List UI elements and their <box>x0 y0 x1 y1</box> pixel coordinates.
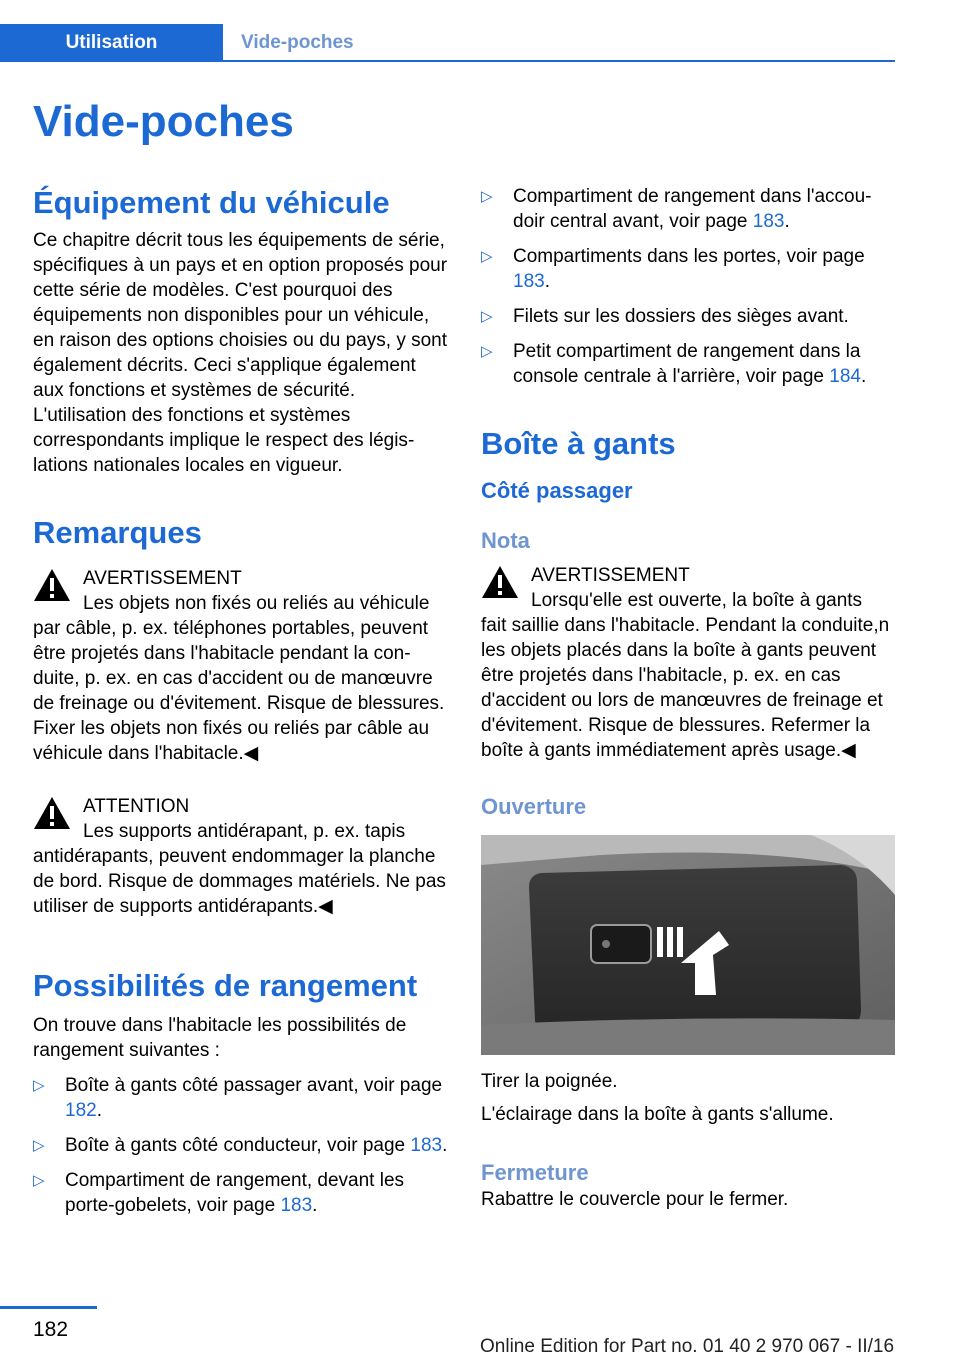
glovebox-photo <box>481 835 895 1055</box>
bullet-triangle-icon: ▷ <box>481 248 493 265</box>
equipement-text: Ce chapitre décrit tous les équipements de série, spécifiques à un pays et en option proposés pour cette série de modèles. C'est pourquoi des équipements non disponibles pour un véhicule, en raison des options choisies ou du pays, y sont également décrits. Ceci s'applique également aux fonctions et systèmes de sécurité. L'utilisation des fonctions et systèmes correspondants implique le respect des législations nationales locales en vigueur. <box>33 230 448 476</box>
fermeture-text: Rabattre le couvercle pour le fermer. <box>481 1189 789 1210</box>
bullet-triangle-icon: ▷ <box>481 343 493 360</box>
footer-edition: Online Edition for Part no. 01 40 2 970 067 - II/16 <box>480 1336 895 1357</box>
warning-first-line: Lorsqu'elle est ouverte, la boîte à gants <box>531 590 863 611</box>
ouverture-step2: L'éclairage dans la boîte à gants s'allume. <box>481 1104 834 1125</box>
warning-title: AVERTISSEMENT <box>83 568 242 589</box>
warning-block-3 <box>481 563 895 763</box>
list-item: ▷ Compartiment de rangement dans l'accoudoir central avant, voir page 183. <box>481 186 872 232</box>
footer-line <box>0 1306 97 1309</box>
heading-ouverture: Ouverture <box>481 794 587 819</box>
header-line <box>0 60 895 62</box>
attention-first-line: Les supports antidérapant, p. ex. tapis <box>83 821 406 842</box>
left-column <box>33 184 449 1228</box>
heading-remarques: Remarques <box>33 515 202 550</box>
warning-block-1 <box>33 566 449 766</box>
ouverture-step1: Tirer la poignée. <box>481 1071 618 1092</box>
heading-cote-passager: Côté passager <box>481 478 633 503</box>
right-column <box>481 184 895 1212</box>
warning-icon <box>481 565 519 599</box>
warning-text: fait saillie dans l'habitacle. Pendant la conduite,n les objets placés dans la boîte à gants peuvent être projetés dans l'habitacle, p. ex. en cas d'accident ou lors de manœuvres de freinage et d'évitement. Risque de blessures. Refermer la boîte à gants immédiatement après usage.◀ <box>481 615 890 761</box>
list-item: ▷ Compartiments dans les portes, voir page 183. <box>481 246 865 292</box>
page-link[interactable]: 183 <box>410 1135 443 1156</box>
warning-text: par câble, p. ex. téléphones portables, peuvent être projetés dans l'habitacle pendant la conduite, p. ex. en cas d'accident ou de manœuvre de freinage ou d'évitement. Risque de blessures. Fixer les objets non fixés ou reliés par câble au véhicule dans l'habitacle.◀ <box>33 618 445 764</box>
page-link[interactable]: 184 <box>829 366 861 387</box>
attention-title: ATTENTION <box>83 796 190 817</box>
warning-title: AVERTISSEMENT <box>531 565 690 586</box>
tab-utilisation[interactable]: Utilisation <box>0 24 223 62</box>
page-link[interactable]: 183 <box>752 211 785 232</box>
bullet-triangle-icon: ▷ <box>33 1137 45 1154</box>
bullet-triangle-icon: ▷ <box>33 1077 45 1094</box>
heading-rangement: Possibilités de rangement <box>33 968 418 1003</box>
rangement-list-right <box>481 184 895 389</box>
heading-nota: Nota <box>481 528 530 553</box>
rangement-intro: On trouve dans l'habitacle les possibilités de rangement suivantes : <box>33 1015 407 1061</box>
list-item: ▷ Boîte à gants côté conducteur, voir page 183. <box>33 1135 448 1156</box>
list-item: ▷ Compartiment de rangement, devant les porte-gobelets, voir page 183. <box>33 1170 405 1216</box>
warning-block-2 <box>33 794 449 919</box>
heading-boite-a-gants: Boîte à gants <box>481 426 676 461</box>
list-item: ▷ Filets sur les dossiers des sièges avant. <box>481 306 849 327</box>
page-link[interactable]: 183 <box>513 271 545 292</box>
warning-first-line: Les objets non fixés ou reliés au véhicule <box>83 593 430 614</box>
page-link[interactable]: 182 <box>65 1100 97 1121</box>
page-link[interactable]: 183 <box>280 1195 313 1216</box>
tab-vide-poches[interactable]: Vide-poches <box>241 32 354 53</box>
warning-icon <box>33 568 71 602</box>
bullet-triangle-icon: ▷ <box>481 188 493 205</box>
heading-equipement: Équipement du véhicule <box>33 185 390 220</box>
bullet-triangle-icon: ▷ <box>481 308 493 325</box>
bullet-triangle-icon: ▷ <box>33 1172 45 1189</box>
attention-text: antidérapants, peuvent endommager la planche de bord. Risque de dommages matériels. Ne pas utiliser de supports antidérapants.◀ <box>33 846 446 917</box>
heading-fermeture: Fermeture <box>481 1160 589 1185</box>
warning-icon <box>33 796 71 830</box>
list-item: ▷ Boîte à gants côté passager avant, voir page 182. <box>33 1075 443 1121</box>
page-number: 182 <box>33 1318 69 1341</box>
header-bar <box>0 24 895 62</box>
page-title: Vide-poches <box>33 97 294 146</box>
list-item: ▷ Petit compartiment de rangement dans la console centrale à l'arrière, voir page 184. <box>481 341 867 387</box>
rangement-list-left <box>33 1073 449 1218</box>
